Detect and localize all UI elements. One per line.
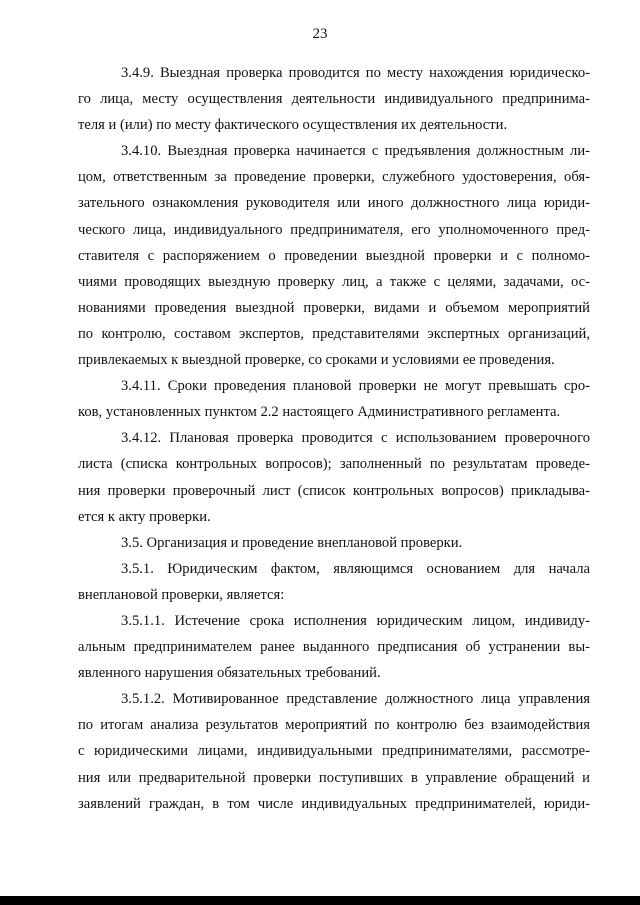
text-line: чиями проводящих выездную проверку лиц, а также с целями, задачами, ос- bbox=[78, 273, 590, 290]
text-line: ется к акту проверки. bbox=[78, 508, 211, 525]
text-line: с юридическими лицами, индивидуальными предпринимателями, рассмотре- bbox=[78, 743, 590, 760]
text-line: 3.4.12. Плановая проверка проводится с использованием проверочного bbox=[121, 430, 590, 447]
text-line: 3.5. Организация и проведение внеплановой проверки. bbox=[121, 534, 463, 551]
text-line: по итогам анализа результатов мероприятий по контролю без взаимодействия bbox=[78, 717, 590, 734]
text-line: цом, ответственным за проведение проверки, служебного удостоверения, обя- bbox=[78, 169, 590, 186]
paragraph bbox=[78, 686, 590, 816]
text-line: 3.5.1. Юридическим фактом, являющимся основанием для начала bbox=[121, 560, 590, 577]
text-line: 3.5.1.2. Мотивированное представление должностного лица управления bbox=[121, 691, 590, 708]
bottom-scan-border bbox=[0, 896, 640, 905]
text-line: 3.4.9. Выездная проверка проводится по месту нахождения юридическо- bbox=[121, 65, 590, 81]
text-line: ставителя с распоряжением о проведении выездной проверки и с полномо- bbox=[78, 247, 590, 264]
text-line: ния проверки проверочный лист (список контрольных вопросов) прикладыва- bbox=[78, 482, 590, 499]
paragraph bbox=[78, 530, 590, 556]
text-line: го лица, месту осуществления деятельности индивидуального предпринима- bbox=[78, 91, 590, 108]
text-line: зательного ознакомления руководителя или иного должностного лица юриди- bbox=[78, 195, 590, 212]
text-line: ков, установленных пунктом 2.2 настоящего Административного регламента. bbox=[78, 404, 561, 421]
text-line: ческого лица, индивидуального предпринимателя, его уполномоченного пред- bbox=[78, 221, 590, 238]
text-line: заявлений граждан, в том числе индивидуальных предпринимателей, юриди- bbox=[78, 795, 590, 812]
text-line: явленного нарушения обязательных требований. bbox=[78, 665, 381, 682]
text-line: теля и (или) по месту фактического осуществления их деятельности. bbox=[78, 117, 508, 134]
document-body bbox=[78, 60, 590, 817]
paragraph bbox=[78, 60, 590, 138]
text-line: листа (списка контрольных вопросов); заполненный по результатам проведе- bbox=[78, 456, 590, 473]
text-line: 3.4.10. Выездная проверка начинается с предъявления должностным ли- bbox=[121, 143, 590, 160]
paragraph bbox=[78, 138, 590, 373]
page-number: 23 bbox=[312, 26, 328, 42]
text-line: 3.5.1.1. Истечение срока исполнения юридическим лицом, индивиду- bbox=[121, 612, 590, 629]
text-line: по контролю, составом экспертов, представителями экспертных организаций, bbox=[78, 325, 590, 342]
paragraph bbox=[78, 373, 590, 425]
paragraph bbox=[78, 425, 590, 529]
text-line: привлекаемых к выездной проверке, со сроками и условиями ее проведения. bbox=[78, 352, 555, 369]
paragraph bbox=[78, 608, 590, 686]
text-line: альным предпринимателем ранее выданного предписания об устранении вы- bbox=[78, 639, 590, 656]
text-line: 3.4.11. Сроки проведения плановой проверки не могут превышать сро- bbox=[121, 378, 590, 395]
text-line: внеплановой проверки, является: bbox=[78, 586, 285, 603]
text-line: нованиями проведения выездной проверки, видами и объемом мероприятий bbox=[78, 299, 590, 316]
text-line: ния или предварительной проверки поступивших в управление обращений и bbox=[78, 769, 590, 786]
paragraph bbox=[78, 556, 590, 608]
